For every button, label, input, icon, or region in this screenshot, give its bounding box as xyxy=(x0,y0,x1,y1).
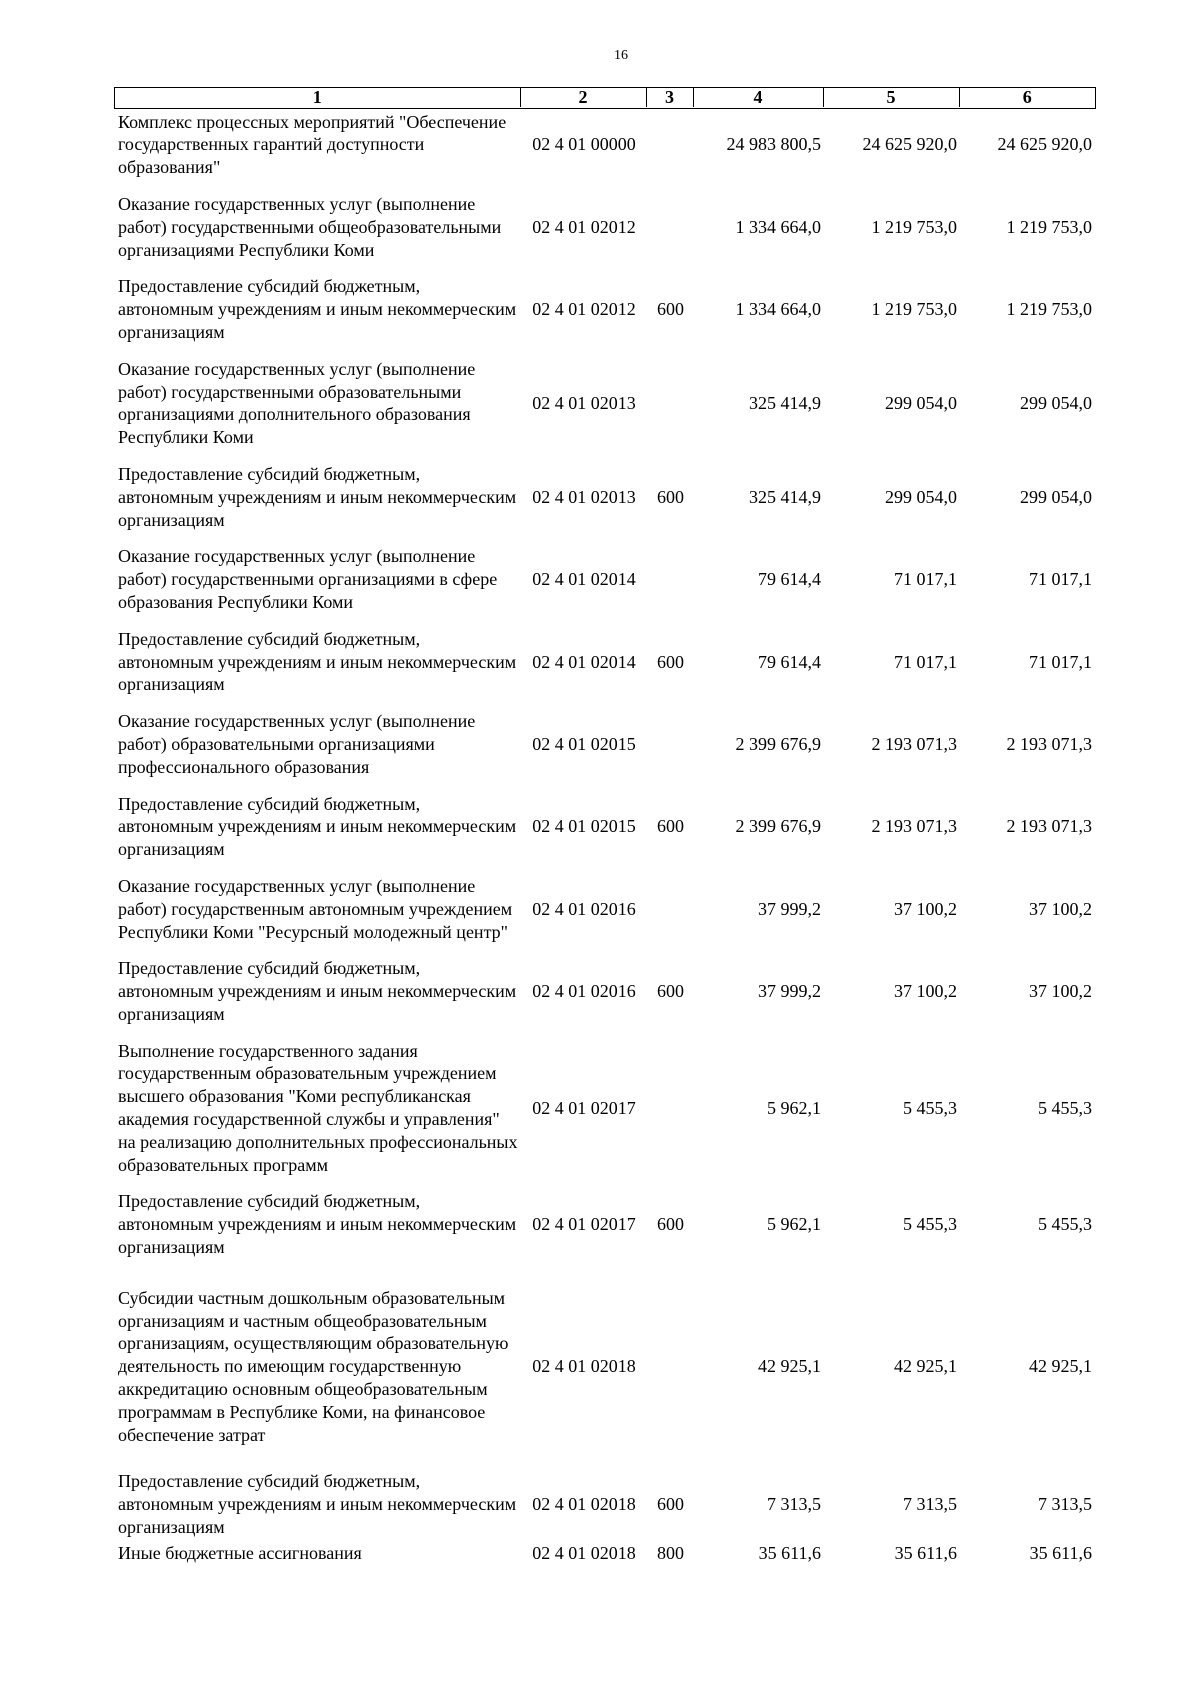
row-value-col5: 2 193 071,3 xyxy=(871,733,957,754)
row-description: Оказание государственных услуг (выполнение работ) государственными организациями в сфере образования Республики Коми xyxy=(118,546,498,612)
row-value-col4: 79 614,4 xyxy=(758,569,821,590)
table-row xyxy=(114,793,1096,861)
row-value-col6: 5 455,3 xyxy=(1038,1097,1092,1118)
row-expense-type: 600 xyxy=(657,1494,684,1515)
row-target-code: 02 4 01 02015 xyxy=(532,816,636,837)
row-value-col4: 37 999,2 xyxy=(758,898,821,919)
table-row xyxy=(114,275,1096,343)
row-value-col5: 71 017,1 xyxy=(894,569,957,590)
row-target-code: 02 4 01 02012 xyxy=(532,299,636,320)
row-value-col6: 42 925,1 xyxy=(1029,1356,1092,1377)
row-target-code: 02 4 01 02018 xyxy=(532,1356,636,1377)
row-value-col5: 42 925,1 xyxy=(894,1356,957,1377)
column-header-3: 3 xyxy=(647,88,694,107)
table-row xyxy=(114,1040,1096,1177)
table-row xyxy=(114,628,1096,696)
row-target-code: 02 4 01 00000 xyxy=(532,134,636,155)
row-value-col6: 299 054,0 xyxy=(1020,486,1092,507)
row-value-col4: 5 962,1 xyxy=(767,1214,821,1235)
row-value-col5: 7 313,5 xyxy=(903,1494,957,1515)
row-value-col6: 7 313,5 xyxy=(1038,1494,1092,1515)
row-target-code: 02 4 01 02013 xyxy=(532,486,636,507)
row-value-col6: 37 100,2 xyxy=(1029,898,1092,919)
row-description: Предоставление субсидий бюджетным, автономным учреждениям и иным некоммерческим организациям xyxy=(118,276,517,342)
table-row xyxy=(114,1287,1096,1447)
row-target-code: 02 4 01 02017 xyxy=(532,1097,636,1118)
row-value-col5: 2 193 071,3 xyxy=(871,816,957,837)
row-value-col4: 2 399 676,9 xyxy=(735,733,821,754)
row-value-col4: 35 611,6 xyxy=(758,1543,821,1564)
row-expense-type: 600 xyxy=(657,486,684,507)
row-description: Предоставление субсидий бюджетным, автономным учреждениям и иным некоммерческим организациям xyxy=(118,1471,517,1538)
row-value-col4: 325 414,9 xyxy=(749,486,821,507)
column-header-1: 1 xyxy=(115,88,521,107)
row-expense-type: 600 xyxy=(657,981,684,1002)
table-row xyxy=(114,193,1096,261)
table-row xyxy=(114,1542,1096,1565)
row-value-col5: 37 100,2 xyxy=(894,898,957,919)
row-description: Иные бюджетные ассигнования xyxy=(118,1543,362,1564)
column-header-6: 6 xyxy=(1022,87,1032,107)
row-expense-type: 800 xyxy=(657,1543,684,1564)
table-row xyxy=(114,358,1096,449)
row-description: Предоставление субсидий бюджетным, автономным учреждениям и иным некоммерческим организациям xyxy=(118,793,517,860)
row-description: Оказание государственных услуг (выполнение работ) государственным автономным учреждением Республики Коми "Ресурсный молодежный центр" xyxy=(118,875,513,942)
row-target-code: 02 4 01 02016 xyxy=(532,898,636,919)
row-target-code: 02 4 01 02017 xyxy=(532,1214,636,1235)
table-row xyxy=(114,111,1096,179)
row-value-col6: 24 625 920,0 xyxy=(997,134,1092,155)
row-value-col6: 1 219 753,0 xyxy=(1006,216,1092,237)
row-value-col4: 1 334 664,0 xyxy=(735,216,821,237)
row-value-col5: 299 054,0 xyxy=(885,392,957,413)
row-expense-type: 600 xyxy=(657,299,684,320)
row-description: Оказание государственных услуг (выполнение работ) государственными общеобразовательными организациями Республики Коми xyxy=(118,193,502,260)
table-row xyxy=(114,463,1096,531)
page-number: 16 xyxy=(614,48,628,63)
row-description: Оказание государственных услуг (выполнение работ) образовательными организациями профессионального образования xyxy=(118,711,476,777)
row-value-col4: 325 414,9 xyxy=(749,392,821,413)
row-value-col5: 5 455,3 xyxy=(903,1097,957,1118)
row-value-col6: 5 455,3 xyxy=(1038,1214,1092,1235)
row-value-col5: 299 054,0 xyxy=(885,486,957,507)
table-header-row xyxy=(114,87,1096,109)
row-value-col6: 37 100,2 xyxy=(1029,981,1092,1002)
row-description: Предоставление субсидий бюджетным, автономным учреждениям и иным некоммерческим организациям xyxy=(118,1191,517,1258)
row-target-code: 02 4 01 02015 xyxy=(532,733,636,754)
row-expense-type: 600 xyxy=(657,1214,684,1235)
table-row xyxy=(114,957,1096,1025)
row-target-code: 02 4 01 02013 xyxy=(532,392,636,413)
row-value-col6: 2 193 071,3 xyxy=(1006,816,1092,837)
row-target-code: 02 4 01 02016 xyxy=(532,981,636,1002)
row-value-col5: 37 100,2 xyxy=(894,981,957,1002)
row-value-col4: 5 962,1 xyxy=(767,1097,821,1118)
row-value-col4: 2 399 676,9 xyxy=(735,816,821,837)
table-row xyxy=(114,1190,1096,1258)
row-value-col5: 71 017,1 xyxy=(894,651,957,672)
row-value-col6: 71 017,1 xyxy=(1029,651,1092,672)
row-description: Оказание государственных услуг (выполнение работ) государственными образовательными организациями дополнительного образования Республики Коми xyxy=(118,358,476,448)
row-value-col4: 24 983 800,5 xyxy=(726,134,821,155)
row-value-col6: 71 017,1 xyxy=(1029,569,1092,590)
row-target-code: 02 4 01 02014 xyxy=(532,569,636,590)
row-target-code: 02 4 01 02012 xyxy=(532,216,636,237)
row-value-col4: 79 614,4 xyxy=(758,651,821,672)
row-value-col5: 24 625 920,0 xyxy=(862,134,957,155)
table-row xyxy=(114,875,1096,943)
row-value-col4: 7 313,5 xyxy=(767,1494,821,1515)
row-description: Комплекс процессных мероприятий "Обеспечение государственных гарантий доступности образования" xyxy=(118,111,507,178)
row-value-col5: 1 219 753,0 xyxy=(871,299,957,320)
row-target-code: 02 4 01 02018 xyxy=(532,1494,636,1515)
table-row xyxy=(114,1470,1096,1538)
row-value-col6: 35 611,6 xyxy=(1029,1543,1092,1564)
table-row xyxy=(114,545,1096,613)
row-description: Предоставление субсидий бюджетным, автономным учреждениям и иным некоммерческим организациям xyxy=(118,958,517,1024)
column-header-4: 4 xyxy=(694,88,824,107)
row-value-col5: 5 455,3 xyxy=(903,1214,957,1235)
row-value-col6: 1 219 753,0 xyxy=(1006,299,1092,320)
row-value-col6: 299 054,0 xyxy=(1020,392,1092,413)
row-description: Выполнение государственного задания государственным образовательным учреждением высшего образования "Коми республиканская академия государственной службы и управления" на реализацию дополнительных профессиональных образовательных программ xyxy=(118,1040,518,1175)
column-header-2: 2 xyxy=(521,88,647,107)
row-target-code: 02 4 01 02014 xyxy=(532,651,636,672)
row-expense-type: 600 xyxy=(657,816,684,837)
column-header-5: 5 xyxy=(824,88,960,107)
table-row xyxy=(114,710,1096,778)
row-value-col4: 37 999,2 xyxy=(758,981,821,1002)
row-expense-type: 600 xyxy=(657,651,684,672)
row-description: Предоставление субсидий бюджетным, автономным учреждениям и иным некоммерческим организациям xyxy=(118,628,517,695)
row-description: Субсидии частным дошкольным образовательным организациям и частным общеобразовательным организациям, осуществляющим образовательную деятельность по имеющим государственную аккредитацию основным общеобразовательным программам в Республике Коми, на финансовое обеспечение затрат xyxy=(118,1287,509,1445)
row-value-col4: 1 334 664,0 xyxy=(735,299,821,320)
row-value-col5: 1 219 753,0 xyxy=(871,216,957,237)
row-target-code: 02 4 01 02018 xyxy=(532,1543,636,1564)
row-value-col5: 35 611,6 xyxy=(894,1543,957,1564)
row-value-col6: 2 193 071,3 xyxy=(1006,733,1092,754)
row-value-col4: 42 925,1 xyxy=(758,1356,821,1377)
row-description: Предоставление субсидий бюджетным, автономным учреждениям и иным некоммерческим организациям xyxy=(118,463,517,530)
table-body xyxy=(114,111,1096,1580)
